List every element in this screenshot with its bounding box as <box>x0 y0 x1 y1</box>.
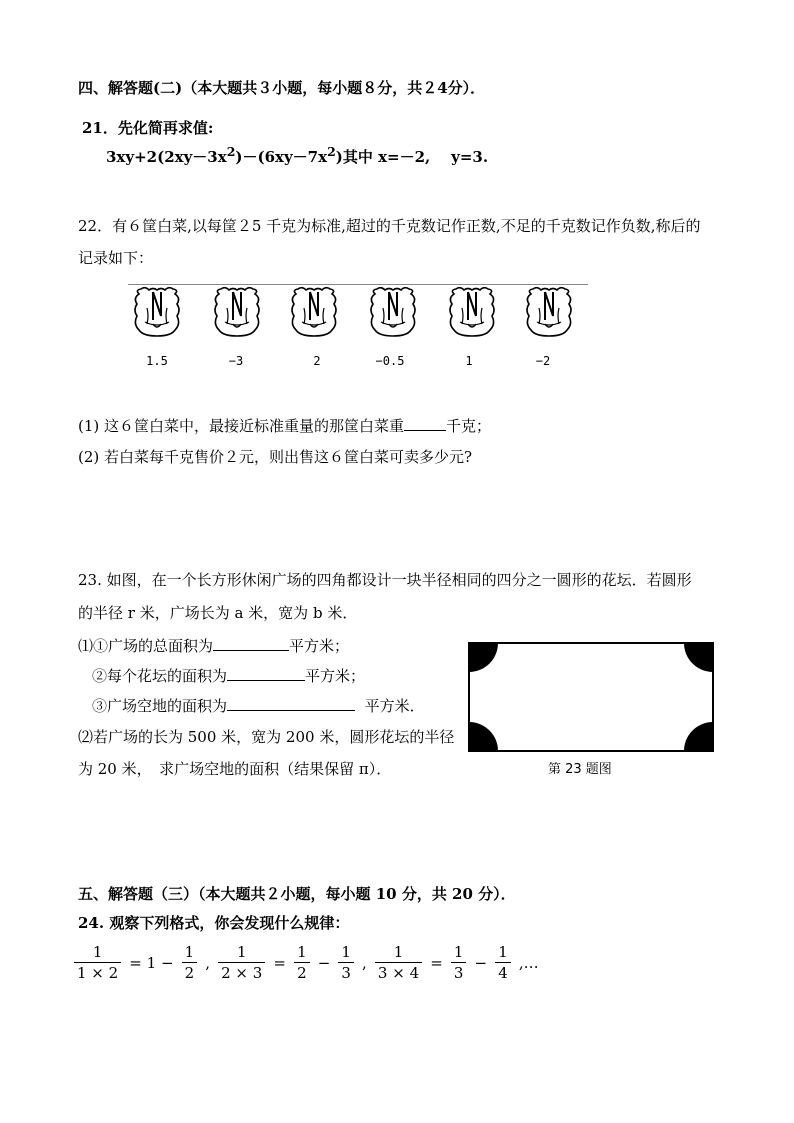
fraction: $\frac{1}{2}$ <box>294 942 310 983</box>
divider-line <box>128 284 588 285</box>
cabbage-basket-icon <box>367 286 419 338</box>
q23-part3 <box>92 696 425 716</box>
fraction: $\frac{1}{3 \times 4}$ <box>375 942 422 983</box>
section-4-title: 四、解答题(二)（本大题共３小题，每小题８分，共２4分）． <box>78 79 486 97</box>
operator: = 1 − <box>129 953 174 972</box>
fraction: $\frac{1}{2}$ <box>182 942 198 983</box>
q21-label: 21．先化简再求值: <box>82 119 214 137</box>
q23-part3-unit: 平方米． <box>364 697 425 715</box>
operator: − <box>317 953 331 972</box>
q22-line1: 22．有６筐白菜,以每筐２5 千克为标准,超过的千克数记作正数,不足的千克数记作负数,称后的 <box>78 217 701 235</box>
q23-part2-text: ②每个花坛的面积为 <box>92 667 228 685</box>
section-5-title: 五、解答题（三）（本大题共２小题，每小题 10 分，共 20 分）． <box>78 885 516 903</box>
basket-value-6: −2 <box>535 354 551 368</box>
q22-line2: 记录如下： <box>78 249 154 267</box>
basket-value-4: −0.5 <box>375 354 405 368</box>
operator: − <box>474 953 488 972</box>
cabbage-basket-icon <box>523 286 575 338</box>
operator: , <box>205 953 211 972</box>
answer-blank[interactable] <box>404 416 446 431</box>
q22-part1-text: (1) 这６筐白菜中，最接近标准重量的那筐白菜重 <box>78 417 405 435</box>
q23-part5: 为 20 米， 求广场空地的面积（结果保留 π）． <box>78 760 392 778</box>
q22-part1 <box>78 416 491 436</box>
ellipsis: ,… <box>518 953 539 972</box>
operator: = <box>430 953 443 972</box>
cabbage-basket-icon <box>211 286 263 338</box>
basket-value-1: 1.5 <box>146 354 168 368</box>
q22-part2: (2) 若白菜每千克售价２元，则出售这６筐白菜可卖多少元? <box>78 448 473 466</box>
basket-value-2: −3 <box>228 354 244 368</box>
q23-part3-text: ③广场空地的面积为 <box>92 697 228 715</box>
answer-blank[interactable] <box>213 636 289 651</box>
basket-value-5: 1 <box>465 354 473 368</box>
cabbage-basket-icon <box>288 286 340 338</box>
q23-part1-text: ⑴①广场的总面积为 <box>78 637 214 655</box>
q23-line2: 的半径 r 米，广场长为 a 米，宽为 b 米． <box>78 604 358 622</box>
q23-part2 <box>92 666 365 686</box>
fraction: $\frac{1}{3}$ <box>338 942 354 983</box>
plaza-rectangle <box>469 643 713 751</box>
cabbage-basket-icon <box>131 286 183 338</box>
q24-formula <box>74 942 542 983</box>
basket-value-3: 2 <box>313 354 321 368</box>
answer-blank[interactable] <box>227 666 305 681</box>
fraction: $\frac{1}{3}$ <box>451 942 467 983</box>
q23-part4: ⑵若广场的长为 500 米，宽为 200 米，圆形花坛的半径 <box>78 728 455 746</box>
q23-line1: 23. 如图，在一个长方形休闲广场的四角都设计一块半径相同的四分之一圆形的花坛．若圆形 <box>78 571 692 589</box>
q21-expression: $3xy+2(2xy-3x^2)-(6xy-7x^2)$其中 x=－2, y=3. <box>106 144 489 166</box>
cabbage-basket-row <box>128 282 588 342</box>
answer-blank[interactable] <box>227 696 355 711</box>
q23-part2-unit: 平方米； <box>305 667 366 685</box>
q22-part1-unit: 千克； <box>446 417 492 435</box>
fraction: $\frac{1}{4}$ <box>495 942 511 983</box>
q23-part1 <box>78 636 349 656</box>
cabbage-basket-icon <box>446 286 498 338</box>
q24-label: 24. 观察下列格式，你会发现什么规律： <box>78 914 350 932</box>
operator: = <box>273 953 286 972</box>
fraction: $\frac{1}{2 \times 3}$ <box>218 942 265 983</box>
q23-part1-unit: 平方米； <box>289 637 350 655</box>
fraction: $\frac{1}{1 \times 2}$ <box>74 942 121 983</box>
figure-23-caption: 第 23 题图 <box>548 762 612 777</box>
operator: , <box>362 953 367 972</box>
plaza-figure <box>468 642 714 752</box>
